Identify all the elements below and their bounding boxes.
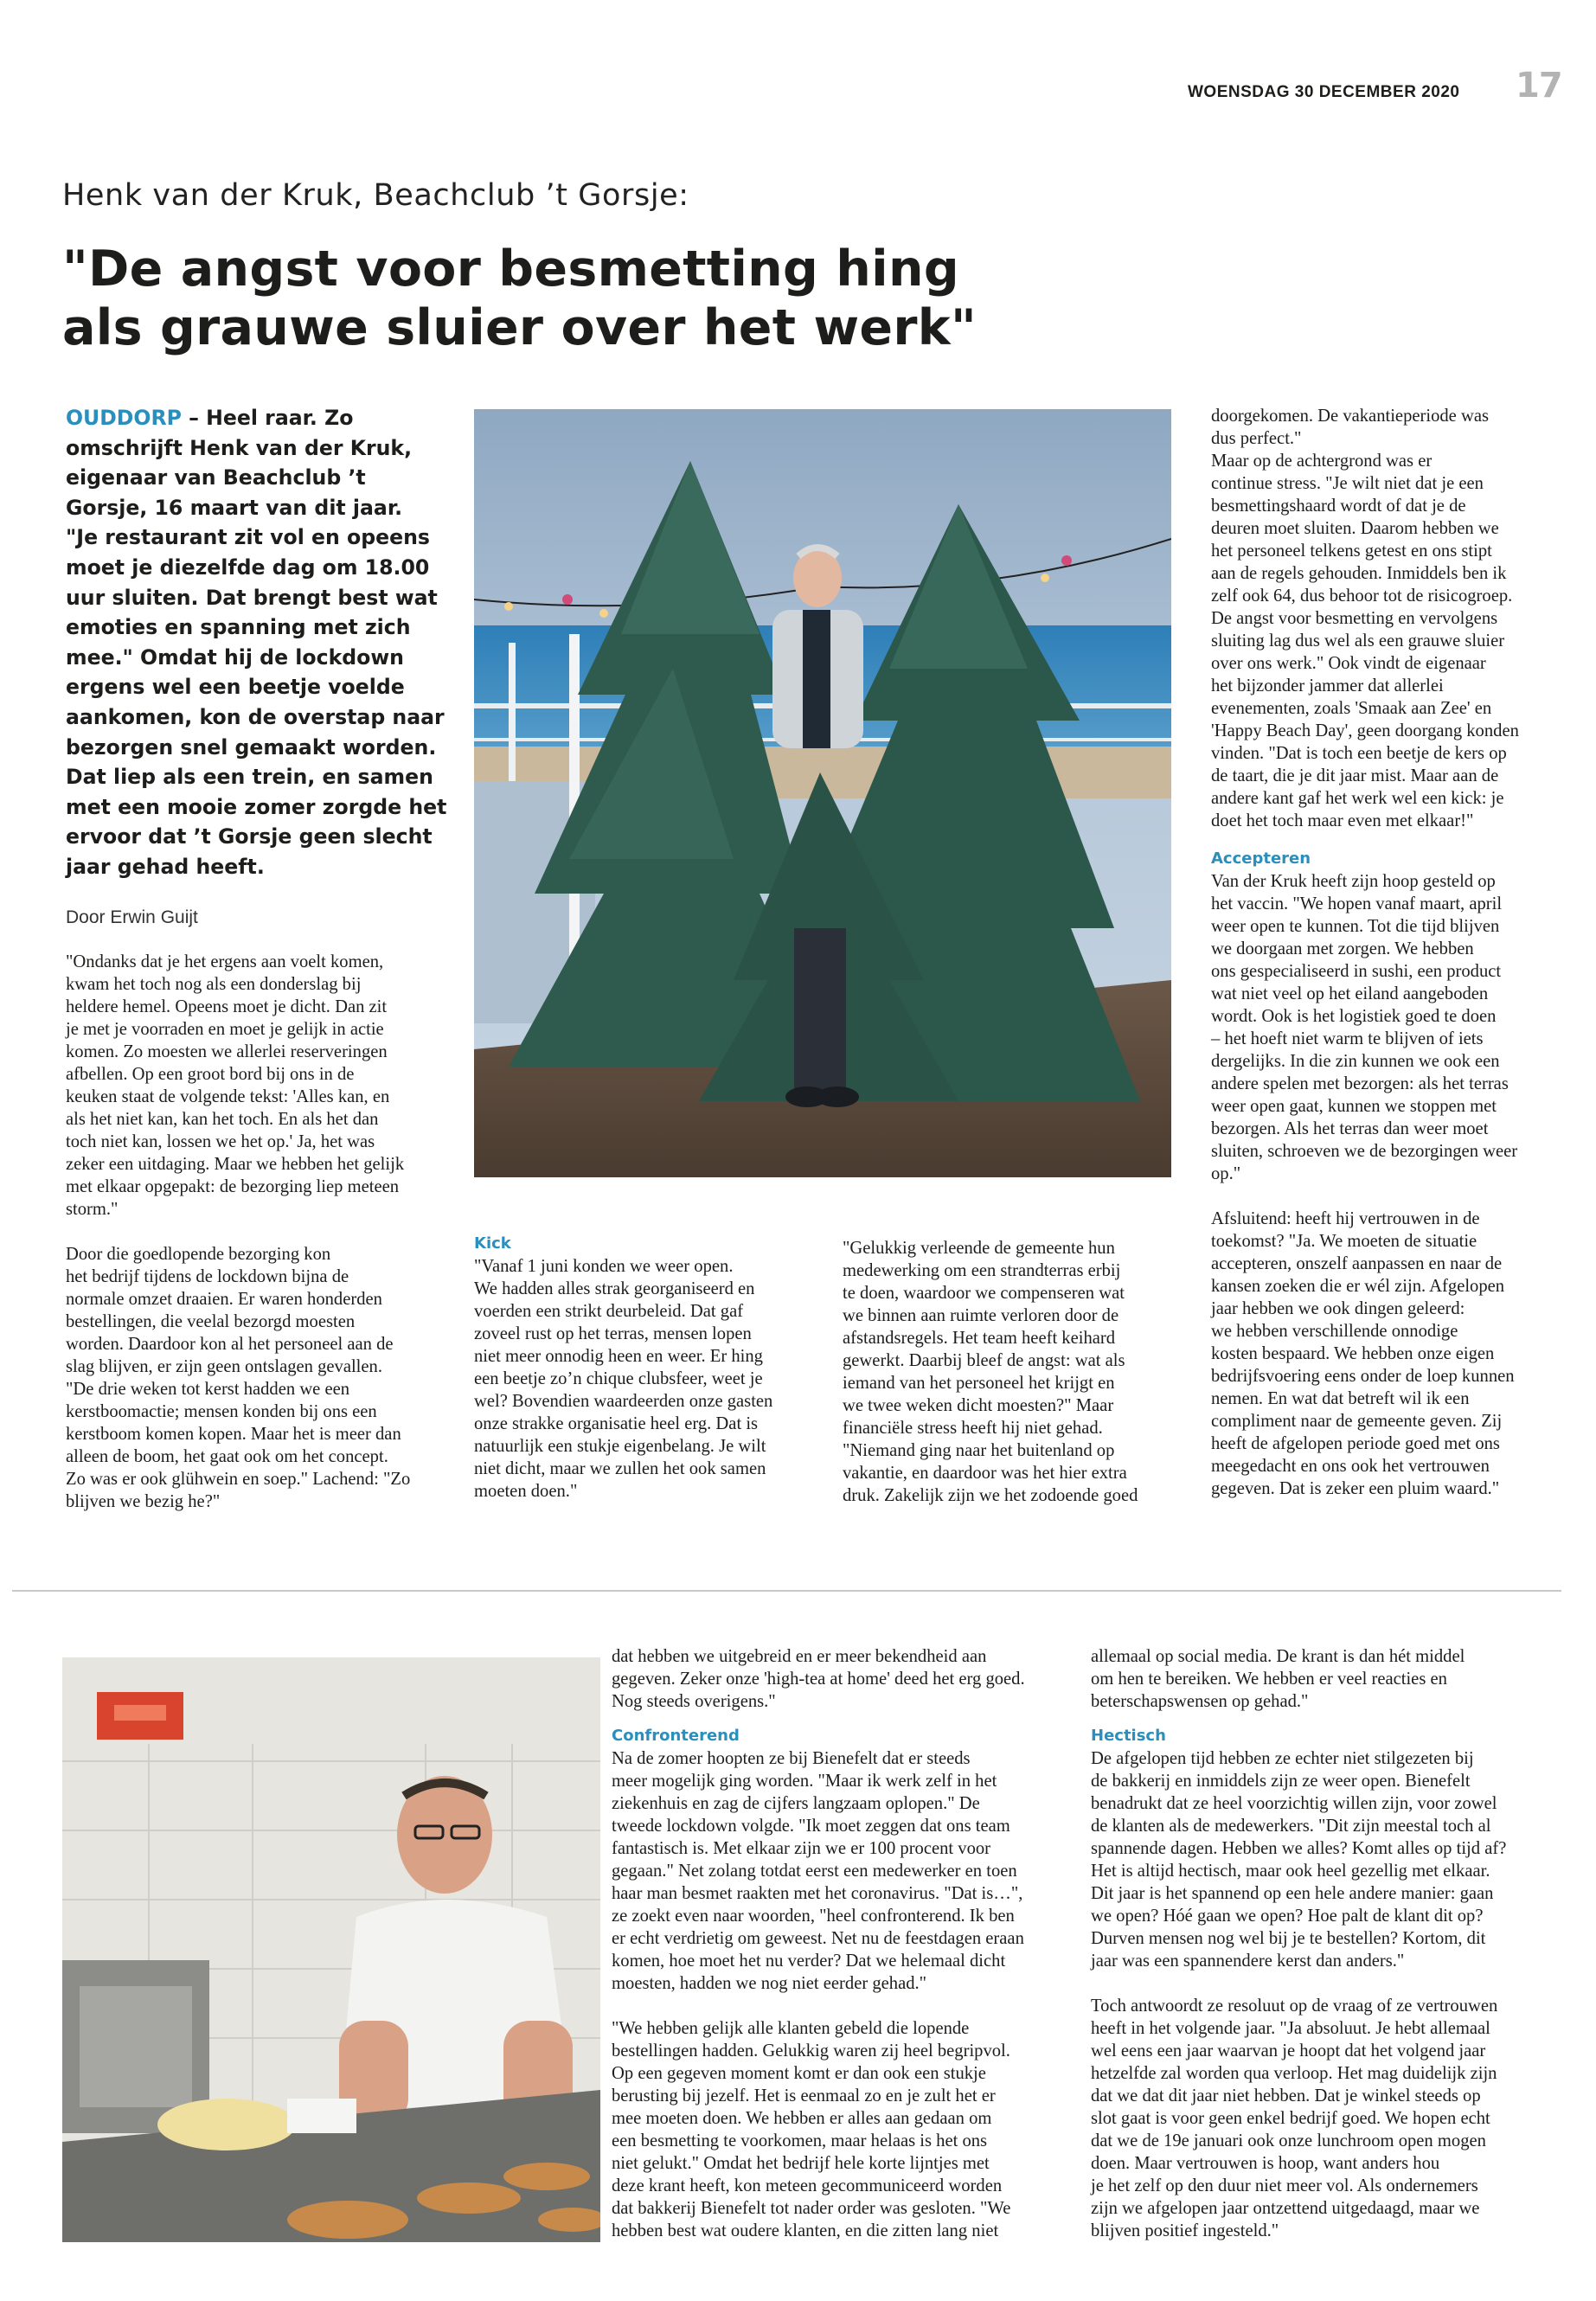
lead-line: "Je restaurant zit vol en opeens (66, 525, 430, 550)
article2-column-b (1091, 1645, 1575, 2242)
paragraph-gap (1091, 1972, 1575, 1995)
text-line: storm." (66, 1200, 119, 1219)
text-line: nemen. En wat dat betreft wil ik een (1211, 1389, 1470, 1408)
text-line: Afsluitend: heeft hij vertrouwen in de (1211, 1209, 1480, 1228)
text-line: weer open gaat, kunnen we stoppen met (1211, 1097, 1497, 1116)
text-line: wordt. Ook is het logistiek goed te doen (1211, 1007, 1497, 1026)
lead-line: met een mooie zomer zorgde het (66, 794, 447, 819)
text-line: met elkaar opgepakt: de bezorging liep meteen (66, 1177, 400, 1196)
text-line: worden. Daardoor kon al het personeel aan de (66, 1335, 394, 1354)
text-line: zelf ook 64, dus behoor tot de risicogroep. (1211, 586, 1513, 606)
text-line: De angst voor besmetting en vervolgens (1211, 609, 1498, 628)
text-line: dat bakkerij Bienefelt tot nader order was gesloten. "We (612, 2199, 1011, 2218)
text-line: vakantie, en daardoor was het hier extra (843, 1464, 1127, 1483)
bakery-image (62, 1657, 600, 2242)
text-line: een beetje zo’n chique clubsfeer, weet je (474, 1369, 763, 1388)
text-line: – het hoeft niet warm te blijven of iets (1211, 1029, 1484, 1048)
lead-line: omschrijft Henk van der Kruk, (66, 435, 413, 460)
text-line: sluiten, schroeven we de bezorgingen weer (1211, 1142, 1518, 1161)
text-line: gewerkt. Daarbij bleef de angst: wat als (843, 1351, 1125, 1370)
photo-christmas-trees (474, 409, 1171, 1177)
text-line: doorgekomen. De vakantieperiode was (1211, 407, 1490, 426)
text-line: te doen, waardoor we compenseren wat (843, 1284, 1125, 1303)
text-line: "Ondanks dat je het ergens aan voelt komen, (66, 952, 384, 971)
text-line: bestellingen, die veelal bezorgd moesten (66, 1312, 356, 1331)
article-column-3 (843, 1237, 1180, 1507)
text-line: gegeven. Dat is zeker een pluim waard." (1211, 1479, 1500, 1498)
text-line: heldere hemel. Opeens moet je dicht. Dan zit (66, 997, 388, 1016)
text-line: bestellingen hadden. Gelukkig waren zij heel begripvol. (612, 2041, 1010, 2061)
text-line: je met je voorraden en moet je gelijk in actie (66, 1020, 384, 1039)
lead-line: emoties en spanning met zich (66, 615, 411, 640)
subhead-confronterend: Confronterend (612, 1727, 740, 1745)
lead-line: eigenaar van Beachclub ’t (66, 465, 366, 490)
text-line: keuken staat de volgende tekst: 'Alles kan, en (66, 1087, 390, 1106)
text-line: we binnen aan ruimte verloren door de (843, 1306, 1119, 1325)
text-line: de klanten als de medewerkers. "Dit zijn meestal toch al (1091, 1817, 1491, 1836)
text-line: Het is altijd hectisch, maar ook heel gezellig met elkaar. (1091, 1862, 1490, 1881)
text-line: kwam het toch nog als een donderslag bij (66, 975, 362, 994)
spacer (1091, 1713, 1575, 1725)
text-line: Na de zomer hoopten ze bij Bienefelt dat er steeds (612, 1749, 971, 1768)
lead-line (66, 403, 446, 433)
text-line: alleen de boom, het gaat ook om het concept. (66, 1447, 388, 1466)
lead-line: ergens wel een beetje voelde (66, 675, 405, 700)
page-number: 17 (1516, 66, 1562, 106)
text-line: wel? Bovendien waardeerden onze gasten (474, 1392, 773, 1411)
text-line: kerstboomactie; mensen konden bij ons een (66, 1402, 377, 1421)
text-line: doen. Maar vertrouwen is hoop, want anders hou (1091, 2154, 1440, 2173)
text-line: jaar was een spannendere kerst dan anders." (1091, 1952, 1405, 1971)
text-line: tweede lockdown volgde. "Ik moet zeggen dat ons team (612, 1817, 1010, 1836)
subhead-hectisch: Hectisch (1091, 1727, 1166, 1745)
text-line: meer mogelijk ging worden. "Maar ik werk zelf in het (612, 1772, 997, 1791)
text-line: Zo was er ook glühwein en soep." Lachend: "Zo (66, 1470, 411, 1489)
headline-line: als grauwe sluier over het werk" (62, 299, 977, 356)
text-line: voerden een strikt deurbeleid. Dat gaf (474, 1302, 744, 1321)
text-line: niet gelukt." Omdat het bedrijf hele korte lijntjes met (612, 2154, 990, 2173)
lead-text: – Heel raar. Zo (181, 406, 354, 430)
subhead-kick: Kick (474, 1234, 511, 1253)
text-line: Durven mensen nog wel bij je te bestellen? Kortom, dit (1091, 1929, 1486, 1948)
text-line: niet meer onnodig heen en weer. Er hing (474, 1347, 763, 1366)
text-line: wel eens een jaar waarvan je hoopt dat het volgend jaar (1091, 2041, 1486, 2061)
text-line: dat we dat dit jaar niet hebben. Dat je winkel steeds op (1091, 2086, 1481, 2106)
text-line: dat hebben we uitgebreid en er meer bekendheid aan (612, 1647, 987, 1666)
text-line: afbellen. Op een groot bord bij ons in de (66, 1065, 355, 1084)
christmas-trees-image (474, 409, 1171, 1177)
text-line: kosten bespaard. We hebben onze eigen (1211, 1344, 1495, 1363)
text-line: fantastisch is. Met elkaar zijn we er 100 procent voor (612, 1839, 991, 1858)
text-line: een besmetting te voorkomen, maar helaas is het ons (612, 2131, 988, 2150)
text-line: "Vanaf 1 juni konden we weer open. (474, 1257, 734, 1276)
subhead-accepteren: Accepteren (1211, 849, 1311, 868)
lead-line: moet je diezelfde dag om 18.00 (66, 554, 430, 580)
text-line: wat niet veel op het eiland aangeboden (1211, 984, 1489, 1003)
text-line: financiële stress heeft hij niet gehad. (843, 1419, 1103, 1438)
text-line: "Niemand ging naar het buitenland op (843, 1441, 1115, 1460)
text-line: de bakkerij en inmiddels zijn ze weer open. Bienefelt (1091, 1772, 1471, 1791)
paragraph-gap (66, 1221, 455, 1243)
text-line: accepteren, onszelf aanpassen en naar de (1211, 1254, 1503, 1273)
text-line: besmettingshaard wordt of dat je de (1211, 497, 1466, 516)
text-line: blijven positief ingesteld." (1091, 2221, 1279, 2240)
text-line: allemaal op social media. De krant is dan hét middel (1091, 1647, 1465, 1666)
article-divider (12, 1590, 1561, 1592)
text-line: afstandsregels. Het team heeft keihard (843, 1329, 1116, 1348)
text-line: meegedacht en ons ook het vertrouwen (1211, 1457, 1490, 1476)
text-line: beterschapswensen op gehad." (1091, 1692, 1309, 1711)
text-line: "Gelukkig verleende de gemeente hun (843, 1239, 1115, 1258)
text-line: zijn we afgelopen jaar ontzettend uitgedaagd, maar we (1091, 2199, 1480, 2218)
text-line: continue stress. "Je wilt niet dat je een (1211, 474, 1484, 493)
text-line: je het zelf op den duur niet meer vol. Als ondernemers (1091, 2176, 1478, 2195)
text-line: het personeel telkens getest en ons stipt (1211, 542, 1492, 561)
text-line: ons gespecialiseerd in sushi, een product (1211, 962, 1502, 981)
text-line: komen, hoe moet het nu verder? Dat we helemaal dicht (612, 1952, 1006, 1971)
article2-column-a (612, 1645, 1070, 2242)
text-line: De afgelopen tijd hebben ze echter niet stilgezeten bij (1091, 1749, 1474, 1768)
text-line: slag blijven, er zijn geen ontslagen gevallen. (66, 1357, 382, 1376)
text-line: hebben best wat oudere klanten, en die zitten lang niet (612, 2221, 999, 2240)
text-line: Door die goedlopende bezorging kon (66, 1245, 331, 1264)
lead-line: uur sluiten. Dat brengt best wat (66, 585, 438, 610)
lead-line: aankomen, kon de overstap naar (66, 704, 445, 729)
text-line: we hebben verschillende onnodige (1211, 1322, 1458, 1341)
text-line: dergelijks. In die zin kunnen we ook een (1211, 1052, 1500, 1071)
text-line: aan de regels gehouden. Inmiddels ben ik (1211, 564, 1507, 583)
text-line: onze strakke organisatie heel erg. Dat is (474, 1414, 759, 1433)
text-line: bedrijfsvoering eens onder de loep kunnen (1211, 1367, 1515, 1386)
text-line: we twee weken dicht moesten?" Maar (843, 1396, 1114, 1415)
text-line: vinden. "Dat is toch een beetje de kers op (1211, 744, 1507, 763)
text-line: om hen te bereiken. We hebben er veel reacties en (1091, 1670, 1447, 1689)
text-line: niet dicht, maar we zullen het ook samen (474, 1459, 766, 1478)
article-kicker: Henk van der Kruk, Beachclub ’t Gorsje: (62, 178, 689, 213)
text-line: toekomst? "Ja. We moeten de situatie (1211, 1232, 1477, 1251)
text-line: benadrukt dat ze heel voorzichtig willen zijn, voor zowel (1091, 1794, 1497, 1813)
text-line: Maar op de achtergrond was er (1211, 452, 1433, 471)
text-line: het vaccin. "We hopen vanaf maart, april (1211, 894, 1503, 913)
lead-line: ervoor dat ’t Gorsje geen slecht (66, 824, 433, 849)
text-line: berusting bij jezelf. Het is eenmaal zo en je zult het er (612, 2086, 996, 2106)
text-line: op." (1211, 1164, 1241, 1183)
text-line: spannende dagen. Hebben we alles? Komt alles op tijd af? (1091, 1839, 1507, 1858)
text-line: evenementen, zoals 'Smaak aan Zee' en (1211, 699, 1492, 718)
text-line: ze zoekt even naar woorden, "heel confronterend. Ik ben (612, 1907, 1015, 1926)
text-line: "De drie weken tot kerst hadden we een (66, 1380, 350, 1399)
text-line: gegeven. Zeker onze 'high-tea at home' deed het erg goed. (612, 1670, 1025, 1689)
text-line: jaar hebben we ook dingen geleerd: (1211, 1299, 1465, 1318)
text-line: natuurlijk een stukje eigenbelang. Je wilt (474, 1437, 766, 1456)
lead-line: Gorsje, 16 maart van dit jaar. (66, 495, 403, 520)
article-headline (62, 240, 977, 357)
text-line: sluiting lag dus wel als een grauwe sluier (1211, 631, 1505, 651)
text-line: heeft de afgelopen periode goed met ons (1211, 1434, 1500, 1453)
byline: Door Erwin Guijt (66, 907, 198, 927)
lead-line: jaar gehad heeft. (66, 854, 265, 879)
paragraph-gap (1211, 1185, 1574, 1208)
text-line: zoveel rust op het terras, mensen lopen (474, 1324, 752, 1343)
text-line: haar man besmet raakten met het coronavirus. "Dat is…", (612, 1884, 1023, 1903)
text-line: blijven we bezig he?" (66, 1492, 221, 1511)
photo-bakery (62, 1657, 600, 2242)
text-line: slot gaat is voor geen enkel bedrijf goed. We hopen echt (1091, 2109, 1490, 2128)
text-line: heeft in het volgende jaar. "Ja absoluut. Je hebt allemaal (1091, 2019, 1490, 2038)
text-line: het bijzonder jammer dat allerlei (1211, 676, 1444, 695)
text-line: moesten, hadden we nog niet eerder gehad." (612, 1974, 927, 1993)
text-line: we doorgaan met zorgen. We hebben (1211, 939, 1474, 958)
text-line: dus perfect." (1211, 429, 1302, 448)
spacer (1211, 832, 1574, 848)
text-line: Dit jaar is het spannend op een hele andere manier: gaan (1091, 1884, 1494, 1903)
headline-line: "De angst voor besmetting hing (62, 240, 960, 298)
text-line: deuren moet sluiten. Daarom hebben we (1211, 519, 1499, 538)
text-line: hetzelfde zal worden qua verloop. Het mag duidelijk zijn (1091, 2064, 1497, 2083)
text-line: Toch antwoordt ze resoluut op de vraag of ze vertrouwen (1091, 1997, 1498, 2016)
text-line: toch niet kan, lossen we het op.' Ja, het was (66, 1132, 375, 1151)
text-line: als het niet kan, kan het toch. En als het dan (66, 1110, 379, 1129)
text-line: weer open te kunnen. Tot die tijd blijven (1211, 917, 1500, 936)
page-date: WOENSDAG 30 DECEMBER 2020 (1188, 83, 1460, 101)
text-line: over ons werk." Ook vindt de eigenaar (1211, 654, 1486, 673)
text-line: doet het toch maar even met elkaar!" (1211, 811, 1474, 830)
text-line: bezorgen. Als het terras dan weer moet (1211, 1119, 1489, 1138)
article-column-1 (66, 951, 455, 1513)
text-line: zeker een uitdaging. Maar we hebben het gelijk (66, 1155, 405, 1174)
lead-line: mee." Omdat hij de lockdown (66, 644, 404, 670)
paragraph-gap (612, 1995, 1070, 2017)
text-line: 'Happy Beach Day', geen doorgang konden (1211, 721, 1519, 740)
article-column-4 (1211, 405, 1574, 1500)
text-line: dat we de 19e januari ook onze lunchroom open mogen (1091, 2131, 1486, 2150)
text-line: medewerking om een strandterras erbij (843, 1261, 1121, 1280)
lead-line: Dat liep als een trein, en samen (66, 765, 433, 790)
text-line: ziekenhuis en zag de cijfers langzaam oplopen." De (612, 1794, 980, 1813)
spacer (612, 1713, 1070, 1725)
lead-line: bezorgen snel gemaakt worden. (66, 734, 437, 760)
text-line: kerstboom komen kopen. Maar het is meer dan (66, 1425, 401, 1444)
text-line: We hadden alles strak georganiseerd en (474, 1279, 755, 1298)
text-line: mee moeten doen. We hebben er alles aan gedaan om (612, 2109, 992, 2128)
text-line: andere spelen met bezorgen: als het terras (1211, 1074, 1509, 1093)
text-line: iemand van het personeel het krijgt en (843, 1374, 1115, 1393)
text-line: normale omzet draaien. Er waren honderden (66, 1290, 382, 1309)
text-line: andere kant gaf het werk wel een kick: je (1211, 789, 1504, 808)
text-line: moeten doen." (474, 1482, 578, 1501)
text-line: er echt verdrietig om geweest. Net nu de feestdagen eraan (612, 1929, 1024, 1948)
text-line: druk. Zakelijk zijn we het zodoende goed (843, 1486, 1138, 1505)
text-line: "We hebben gelijk alle klanten gebeld die lopende (612, 2019, 970, 2038)
text-line: we open? Hóé gaan we open? Hoe palt de klant dit op? (1091, 1907, 1484, 1926)
text-line: Van der Kruk heeft zijn hoop gesteld op (1211, 872, 1496, 891)
text-line: het bedrijf tijdens de lockdown bijna de (66, 1267, 349, 1286)
text-line: gegaan." Net zolang totdat eerst een medewerker en toen (612, 1862, 1017, 1881)
text-line: Op een gegeven moment komt er dan ook een stukje (612, 2064, 986, 2083)
text-line: compliment naar de gemeente geven. Zij (1211, 1412, 1503, 1431)
lead-place: OUDDORP (66, 406, 182, 430)
article-lead (66, 403, 446, 882)
text-line: Nog steeds overigens." (612, 1692, 776, 1711)
text-line: kansen zoeken die er wél zijn. Afgelopen (1211, 1277, 1505, 1296)
text-line: deze krant heeft, kon meteen gecommuniceerd worden (612, 2176, 1003, 2195)
article-column-2 (474, 1233, 811, 1503)
text-line: de taart, die je dit jaar mist. Maar aan de (1211, 766, 1499, 785)
text-line: komen. Zo moesten we allerlei reserveringen (66, 1042, 388, 1061)
